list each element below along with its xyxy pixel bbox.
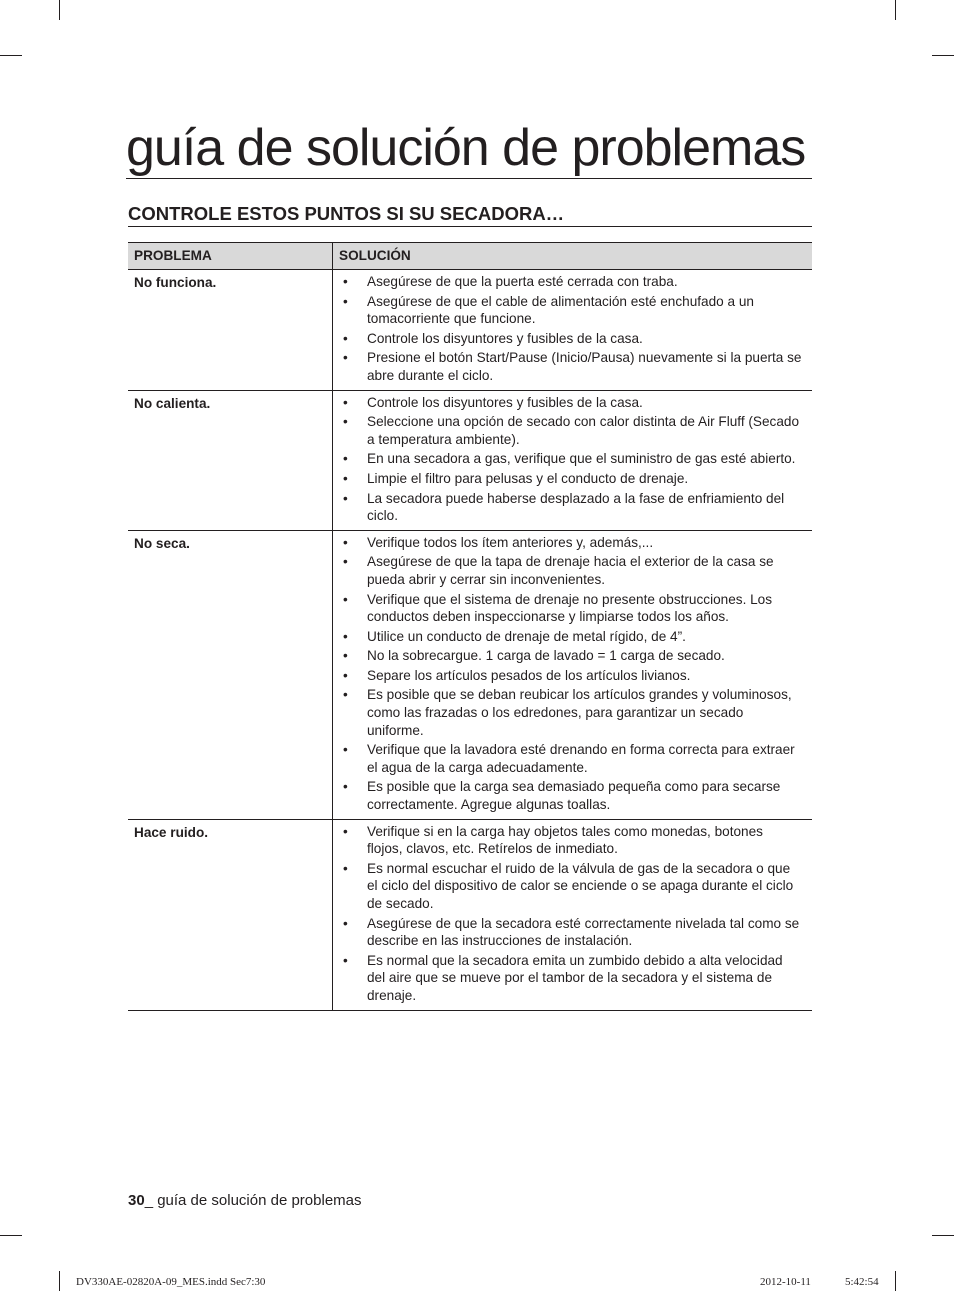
crop-mark xyxy=(59,0,60,20)
solution-item: • Verifique que la lavadora esté drenando en forma correcta para extraer el agua de la carga adecuadamente. xyxy=(339,741,802,776)
solution-item: • Controle los disyuntores y fusibles de la casa. xyxy=(339,394,802,412)
crop-mark xyxy=(932,55,954,56)
problem-cell: Hace ruido. xyxy=(128,819,333,1010)
page-number: 30 xyxy=(128,1192,145,1209)
solution-item: • Es normal escuchar el ruido de la válvula de gas de la secadora o que el ciclo del dispositivo de calor se enciende o se apaga durante el ciclo de secado. xyxy=(339,860,802,913)
solution-item: • Separe los artículos pesados de los artículos livianos. xyxy=(339,667,802,685)
table-row xyxy=(128,390,812,530)
crop-mark xyxy=(895,0,896,20)
crop-mark xyxy=(0,55,22,56)
crop-mark xyxy=(895,1271,896,1291)
problem-cell: No funciona. xyxy=(128,270,333,391)
crop-mark xyxy=(59,1271,60,1291)
solution-item: • Es posible que se deban reubicar los artículos grandes y voluminosos, como las frazadas o los edredones, para garantizar un secado uniforme. xyxy=(339,686,802,739)
slug-file: DV330AE-02820A-09_MES.indd Sec7:30 xyxy=(76,1276,266,1288)
solution-cell xyxy=(333,530,813,819)
crop-mark xyxy=(932,1235,954,1236)
solution-list xyxy=(339,823,802,1005)
solution-cell xyxy=(333,390,813,530)
solution-list xyxy=(339,394,802,525)
solution-list xyxy=(339,273,802,385)
footer-text: _ guía de solución de problemas xyxy=(144,1192,362,1209)
crop-mark xyxy=(0,1235,22,1236)
solution-item: • Es posible que la carga sea demasiado pequeña como para secarse correctamente. Agregue algunas toallas. xyxy=(339,778,802,813)
solution-item: • Verifique todos los ítem anteriores y, además,... xyxy=(339,534,802,552)
solution-item: • Verifique si en la carga hay objetos tales como monedas, botones flojos, clavos, etc. Retírelos de inmediato. xyxy=(339,823,802,858)
section-heading: CONTROLE ESTOS PUNTOS SI SU SECADORA… xyxy=(128,202,812,227)
solution-list xyxy=(339,534,802,814)
problem-cell: No seca. xyxy=(128,530,333,819)
page-footer xyxy=(128,1192,362,1209)
solution-item: • Asegúrese de que la tapa de drenaje hacia el exterior de la casa se pueda abrir y cerrar sin inconvenientes. xyxy=(339,553,802,588)
solution-cell xyxy=(333,270,813,391)
solution-item: • Seleccione una opción de secado con calor distinta de Air Fluff (Secado a temperatura ambiente). xyxy=(339,413,802,448)
solution-item: • Asegúrese de que la puerta esté cerrada con traba. xyxy=(339,273,802,291)
solution-cell xyxy=(333,819,813,1010)
header-problem: PROBLEMA xyxy=(128,243,333,270)
solution-item: • Limpie el filtro para pelusas y el conducto de drenaje. xyxy=(339,470,802,488)
solution-item: • Verifique que el sistema de drenaje no presente obstrucciones. Los conductos deben inspeccionarse y limpiarse todos los años. xyxy=(339,591,802,626)
page-title: guía de solución de problemas xyxy=(126,118,812,179)
solution-item: • Presione el botón Start/Pause (Inicio/Pausa) nuevamente si la puerta se abre durante el ciclo. xyxy=(339,349,802,384)
table-row xyxy=(128,530,812,819)
solution-item: • Asegúrese de que la secadora esté correctamente nivelada tal como se describe en las instrucciones de instalación. xyxy=(339,915,802,950)
solution-item: • Utilice un conducto de drenaje de metal rígido, de 4”. xyxy=(339,628,802,646)
table-header-row xyxy=(128,243,812,270)
solution-item: • Controle los disyuntores y fusibles de la casa. xyxy=(339,330,802,348)
slug-date: 2012-10-11 xyxy=(760,1276,811,1288)
table-body xyxy=(128,270,812,1011)
solution-item: • En una secadora a gas, verifique que el suministro de gas esté abierto. xyxy=(339,450,802,468)
solution-item: • No la sobrecargue. 1 carga de lavado = 1 carga de secado. xyxy=(339,647,802,665)
problem-cell: No calienta. xyxy=(128,390,333,530)
solution-item: • Es normal que la secadora emita un zumbido debido a alta velocidad del aire que se mueve por el tambor de la secadora y el sistema de drenaje. xyxy=(339,952,802,1005)
header-solution: SOLUCIÓN xyxy=(333,243,813,270)
solution-item: • La secadora puede haberse desplazado a la fase de enfriamiento del ciclo. xyxy=(339,490,802,525)
troubleshooting-table xyxy=(128,242,812,1011)
table-row xyxy=(128,819,812,1010)
slug-time: 5:42:54 xyxy=(845,1276,879,1288)
solution-item: • Asegúrese de que el cable de alimentación esté enchufado a un tomacorriente que funcione. xyxy=(339,293,802,328)
table-row xyxy=(128,270,812,391)
